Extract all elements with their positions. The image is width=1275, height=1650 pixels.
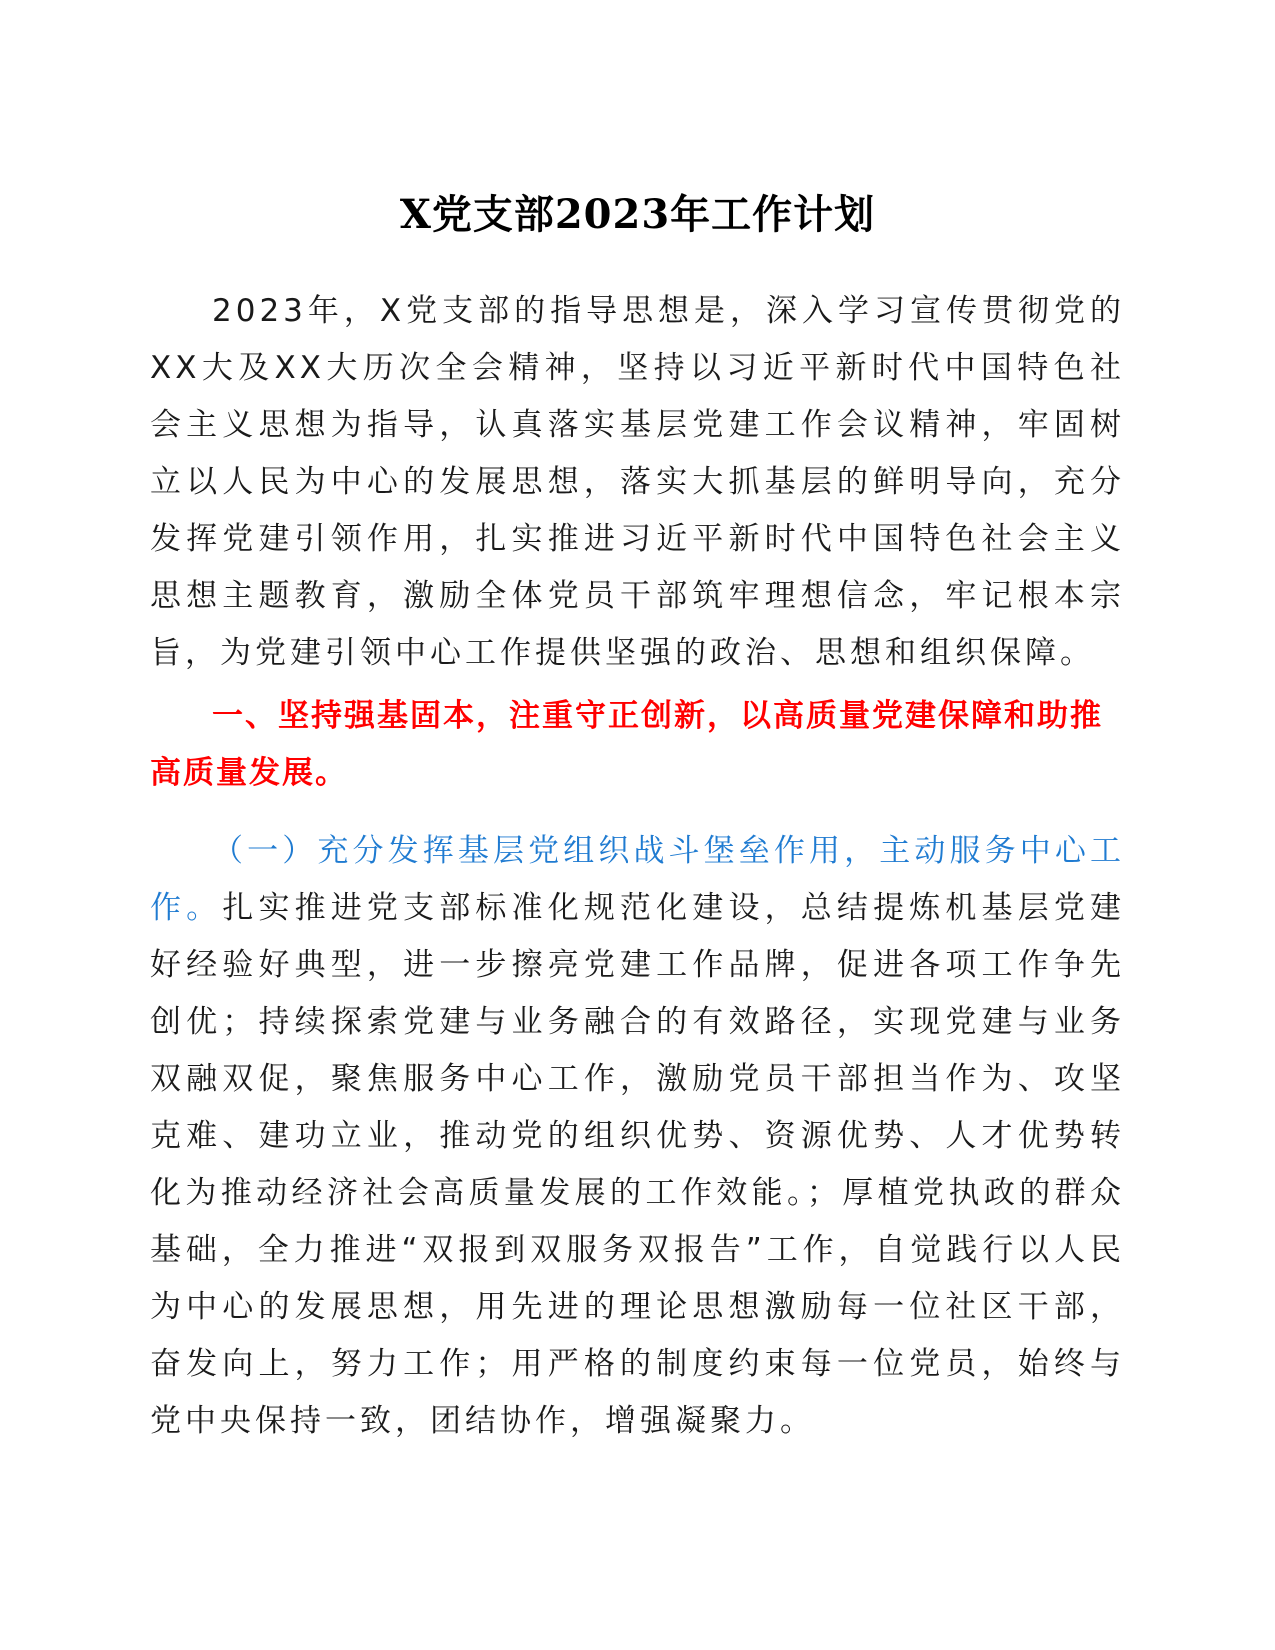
subsection-heading: （一）充分发挥基层党组织战斗堡垒作用，主动服务中心工作。: [150, 833, 1125, 926]
document-title: X党支部2023年工作计划: [399, 191, 876, 238]
subsection-body: 扎实推进党支部标准化规范化建设，总结提炼机基层党建好经验好典型，进一步擦亮党建工作品牌，促进各项工作争先创优；持续探索党建与业务融合的有效路径，实现党建与业务双融双促，聚焦服务中心工作，激励党员干部担当作为、攻坚克难、建功立业，推动党的组织优势、资源优势、人才优势转化为推动经济社会高质量发展的工作效能。；厚植党执政的群众基础，全力推进“双报到双服务双报告”工作，自觉践行以人民为中心的发展思想，用先进的理论思想激励每一位社区干部，奋发向上，努力工作；用严格的制度约束每一位党员，始终与党中央保持一致，团结协作，增强凝聚力。: [150, 890, 1126, 1439]
section-heading: 一、坚持强基固本，注重守正创新，以高质量党建保障和助推高质量发展。: [150, 698, 1103, 791]
subsection-paragraph: [150, 823, 1125, 1450]
intro-paragraph: 2023年，X党支部的指导思想是，深入学习宣传贯彻党的XX大及XX大历次全会精神，坚持以习近平新时代中国特色社会主义思想为指导，认真落实基层党建工作会议精神，牢固树立以人民为中心的发展思想，落实大抓基层的鲜明导向，充分发挥党建引领作用，扎实推进习近平新时代中国特色社会主义思想主题教育，激励全体党员干部筑牢理想信念，牢记根本宗旨，为党建引领中心工作提供坚强的政治、思想和组织保障。: [150, 293, 1125, 671]
